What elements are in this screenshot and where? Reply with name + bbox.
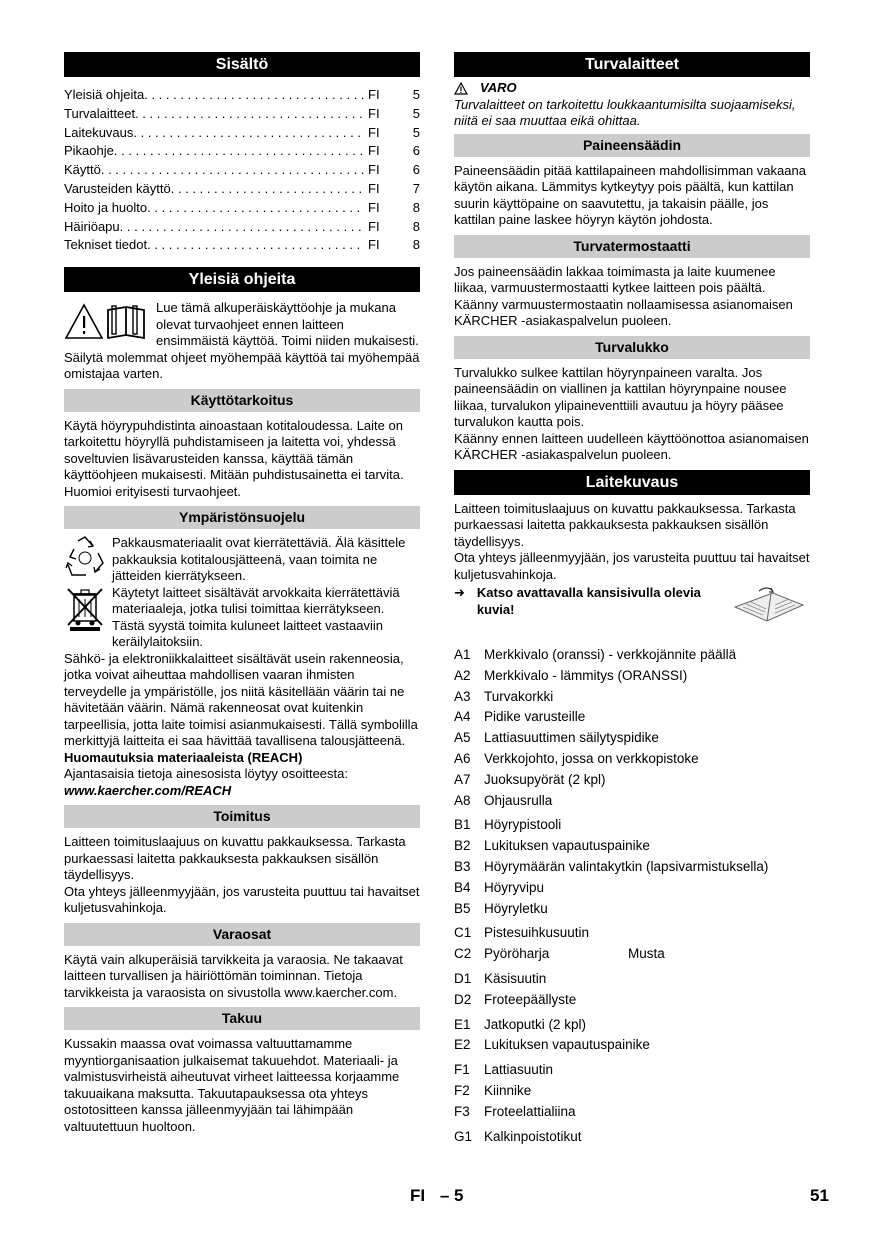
general-heading: Yleisiä ohjeita (64, 267, 420, 292)
see-cover-text: Katso avattavalla kansisivulla olevia kuvia! (476, 585, 701, 617)
lock-text-2: Käänny ennen laitteen uudelleen käyttöönottoa asianomaisen KÄRCHER -asiakaspalvelun puoleen. (454, 430, 809, 462)
part-code: B4 (454, 879, 471, 895)
intended-use-text: Käytä höyrypuhdistinta ainoastaan kotitaloudessa. Laite on tarkoitettu höyryllä puhdistamiseen ja laitetta voi, yhdessä soveltuvien lisävarusteiden kanssa, käyttää tämän käyttöohjeen mukaisesti. Mitään puhdistusainetta ei tarvita. Huomioi erityisesti turvaohjeet. (64, 417, 404, 499)
part-code: A1 (454, 647, 471, 662)
parts-item (454, 728, 810, 749)
part-label: Pistesuihkusuutin (484, 925, 590, 941)
toc-entry-lang: FI (368, 180, 380, 196)
part-label: Höyrypistooli (484, 817, 562, 833)
toc-entry-lang: FI (368, 162, 380, 178)
warning-manual-icons (64, 302, 152, 342)
part-code: F3 (454, 1103, 470, 1119)
part-code: A2 (454, 667, 471, 683)
intended-use-heading: Käyttötarkoitus (64, 389, 420, 412)
parts-item (454, 836, 810, 857)
parts-group (454, 923, 810, 965)
thermostat-heading: Turvatermostaatti (454, 235, 810, 258)
safety-heading: Turvalaitteet (454, 52, 810, 77)
delivery-text-2: Ota yhteys jälleenmyyjään, jos varusteita puuttuu tai havaitset kuljetusvahinkoja. (64, 883, 420, 916)
electronics-text: Sähkö- ja elektroniikkalaitteet sisältävät usein rakenneosia, jotka voivat aiheuttaa mahdollisen vaaran ihmisten terveydelle ja ympäristölle, jos niitä käsitellään väärin tai ne hävitetään väärin. Nämä rakenneosat ovat kuitenkin tarpeellisia, jotta laite toimisi asianmukaisesti. Tällä symbolilla merkittyjä laitteita ei saa hävittää tavallisena talousjätteenä. (64, 650, 418, 749)
toc-entry[interactable] (64, 124, 420, 143)
toc-entry-lang: FI (368, 199, 380, 215)
general-intro-text: Lue tämä alkuperäiskäyttöohje ja mukana olevat turvaohjeet ennen laitteen ensimmäistä käyttöä. Toimi niiden mukaisesti. Säilytä molemmat ohjeet myöhempää käyttöä tai myöhempää omistajaa varten. (64, 300, 420, 382)
parts-item (454, 707, 810, 728)
footer-lang-page (410, 1188, 463, 1205)
toc-leader-dots (120, 218, 364, 237)
thermostat-text-2: Käänny varmuustermostaatin nollaamisessa asianomaisen KÄRCHER -asiakaspalvelun puoleen. (454, 296, 793, 328)
page-number: 51 (810, 1186, 829, 1205)
parts-item (454, 878, 810, 899)
toc-entry[interactable] (64, 236, 420, 255)
safety-warning: Turvalaitteet on tarkoitettu loukkaantumisilta suojaamiseksi, niitä ei saa muuttaa eikä ohittaa. (454, 96, 796, 128)
delivery-heading: Toimitus (64, 805, 420, 828)
part-label: Ohjausrulla (484, 792, 553, 808)
thermostat-text-1: Jos paineensäädin lakkaa toimimasta ja laite kuumenee liikaa, varmuustermostaatti kytkee laitteen pois päältä. (454, 263, 776, 295)
part-code: A6 (454, 750, 471, 766)
right-column (454, 52, 810, 1151)
toc-entry-page: 8 (412, 199, 420, 215)
lock-text-1: Turvalukko sulkee kattilan höyrynpaineen varalta. Jos paineensäädin on viallinen ja kattilan höyrynpaine nousee liikaa, turvalukon ylipaineventtiili avautuu ja höyry pääsee turvalukon kautta pois. (454, 364, 787, 429)
toc-entry-title: Käyttö (64, 162, 101, 178)
parts-item (454, 1102, 810, 1123)
parts-item (454, 944, 810, 965)
parts-item (454, 791, 810, 812)
part-label: Höyryvipu (484, 879, 545, 895)
toc-entry[interactable] (64, 105, 420, 124)
toc-leader-dots (147, 199, 364, 218)
toc-entry-page: 8 (412, 218, 420, 234)
parts-item (454, 1035, 810, 1056)
part-label: Kiinnike (484, 1082, 532, 1098)
general-intro (64, 300, 420, 383)
parts-item (454, 990, 810, 1011)
environment-heading: Ympäristönsuojelu (64, 506, 420, 529)
part-label: Höyryletku (484, 900, 548, 916)
part-code: C1 (454, 925, 472, 941)
toc-entry-lang: FI (368, 237, 380, 253)
lock-heading: Turvalukko (454, 336, 810, 359)
part-note: Musta (628, 946, 665, 962)
toc-entry-page: 7 (412, 180, 420, 196)
toc-entry-lang: FI (368, 105, 380, 121)
toc-entry-title: Häiriöapu (64, 218, 120, 234)
part-code: B2 (454, 838, 471, 854)
part-label: Froteepäällyste (484, 991, 577, 1007)
open-booklet-icon (729, 585, 809, 629)
part-code: A5 (454, 730, 471, 746)
recycle-block (64, 535, 420, 585)
parts-group (454, 969, 810, 1011)
device-heading: Laitekuvaus (454, 470, 810, 495)
parts-item (454, 666, 810, 687)
toc-entry[interactable] (64, 180, 420, 199)
toc-entry-title: Hoito ja huolto (64, 199, 148, 215)
part-label: Pyöröharja (484, 946, 550, 962)
part-code: G1 (454, 1128, 473, 1144)
parts-group (454, 815, 810, 919)
parts-item (454, 645, 810, 666)
varo-label: VARO (480, 80, 517, 95)
parts-item (454, 1127, 810, 1148)
device-text-1: Laitteen toimituslaajuus on kuvattu pakkauksessa. Tarkasta purkaessasi laitetta pakkauksesta pakkauksen sisällön täydellisyys. (454, 500, 796, 549)
part-label: Merkkivalo - lämmitys (ORANSSI) (484, 667, 688, 683)
part-label: Jatkoputki (2 kpl) (484, 1016, 587, 1032)
parts-item (454, 815, 810, 836)
part-label: Verkkojohto, jossa on verkkopistoke (484, 750, 699, 766)
toc-entry-page: 6 (412, 162, 420, 178)
part-code: A8 (454, 792, 471, 808)
pressure-heading: Paineensäädin (454, 134, 810, 157)
table-of-contents (64, 86, 420, 255)
toc-entry-title: Varusteiden käyttö (64, 180, 171, 196)
toc-entry-title: Yleisiä ohjeita (64, 87, 145, 102)
parts-item (454, 969, 810, 990)
parts-group (454, 1015, 810, 1057)
toc-leader-dots (114, 142, 364, 161)
toc-entry-page: 5 (412, 124, 420, 140)
arrow-right-icon: ➜ (454, 585, 465, 600)
crossed-bin-icon (64, 585, 106, 636)
toc-leader-dots (133, 124, 364, 143)
part-code: A3 (454, 688, 471, 704)
varo-title (454, 80, 810, 97)
warning-triangle-icon (64, 302, 152, 342)
warning-triangle-icon (454, 82, 468, 95)
parts-item (454, 1081, 810, 1102)
toc-leader-dots (144, 86, 364, 105)
toc-entry-lang: FI (368, 218, 380, 234)
parts-item (454, 857, 810, 878)
toc-entry[interactable] (64, 142, 420, 161)
part-code: E2 (454, 1037, 471, 1053)
toc-leader-dots (147, 236, 364, 255)
toc-entry-title: Laitekuvaus (64, 124, 134, 140)
reach-title: Huomautuksia materiaaleista (REACH) (64, 749, 303, 765)
toc-entry-page: 6 (412, 143, 420, 159)
toc-entry-page: 5 (412, 87, 420, 102)
toc-entry[interactable] (64, 199, 420, 218)
part-label: Höyrymäärän valintakytkin (lapsivarmistuksella) (484, 858, 769, 874)
part-label: Lukituksen vapautuspainike (484, 838, 650, 854)
part-code: A7 (454, 771, 471, 787)
toc-entry[interactable] (64, 86, 420, 105)
recycle-icon (64, 535, 106, 584)
warranty-text: Kussakin maassa ovat voimassa valtuuttamamme myyntiorganisaation julkaisemat takuuehdot. Materiaali- ja valmistusvirheistä aiheutuvat virheet laitteessa korjaamme takuuaikana maksutta. Takuutapauksessa ota yhteys ostotositteen kanssa jälleenmyyjään tai lähimpään valtuutettuun huoltoon. (64, 1036, 400, 1134)
footer-lang: FI (410, 1186, 426, 1205)
parts-item (454, 899, 810, 920)
toc-entry-title: Pikaohje (64, 143, 114, 159)
part-code: B5 (454, 900, 471, 916)
toc-entry-lang: FI (368, 143, 380, 159)
delivery-text-1: Laitteen toimituslaajuus on kuvattu pakkauksessa. Tarkasta purkaessasi laitetta pakkauksesta pakkauksen sisällön täydellisyys. (64, 834, 406, 883)
parts-item (454, 770, 810, 791)
part-code: D1 (454, 970, 472, 986)
parts-group (454, 1127, 810, 1148)
toc-entry[interactable] (64, 218, 420, 237)
part-code: C2 (454, 946, 472, 962)
manual-book-icon (108, 306, 144, 338)
toc-entry-page: 8 (412, 237, 420, 253)
part-code: D2 (454, 991, 472, 1007)
part-code: F2 (454, 1082, 470, 1098)
left-column (64, 52, 420, 1135)
part-label: Turvakorkki (484, 688, 554, 704)
toc-entry-title: Tekniset tiedot (64, 237, 148, 253)
part-code: A4 (454, 709, 471, 725)
part-label: Lattiasuutin (484, 1062, 554, 1078)
toc-entry-lang: FI (368, 87, 380, 102)
pressure-text: Paineensäädin pitää kattilapaineen mahdollisimman vakaana käytön aikana. Lämmitys kytkeytyy pois päältä, kun kattilan suurin käyttöpaine on saavutettu, ja takaisin päälle, jos kattilan paine laskee höyryn käytön johdosta. (454, 162, 806, 227)
part-label: Pidike varusteille (484, 709, 586, 725)
spare-parts-heading: Varaosat (64, 923, 420, 946)
see-cover-note (454, 585, 810, 629)
part-code: B3 (454, 858, 471, 874)
weee-text: Käytetyt laitteet sisältävät arvokkaita kierrätettäviä materiaaleja, jotka tulisi toimittaa kierrätykseen. Tästä syystä toimita kuluneet laitteet vastaaviin keräilylaitoksiin. (112, 584, 400, 650)
toc-entry-page: 5 (412, 105, 420, 121)
part-label: Merkkivalo (oranssi) - verkkojännite päällä (484, 647, 737, 662)
device-text-2: Ota yhteys jälleenmyyjään, jos varusteita puuttuu tai havaitset kuljetusvahinkoja. (454, 550, 810, 582)
toc-entry[interactable] (64, 161, 420, 180)
parts-item (454, 749, 810, 770)
part-code: B1 (454, 817, 471, 833)
toc-leader-dots (101, 161, 364, 180)
warranty-heading: Takuu (64, 1007, 420, 1030)
part-label: Lattiasuuttimen säilytyspidike (484, 730, 659, 746)
part-code: F1 (454, 1062, 470, 1078)
toc-heading: Sisältö (64, 52, 420, 77)
part-label: Froteelattialiina (484, 1103, 576, 1119)
part-label: Käsisuutin (484, 970, 547, 986)
toc-leader-dots (171, 180, 364, 199)
footer-section-page: – 5 (439, 1186, 464, 1205)
part-label: Lukituksen vapautuspainike (484, 1037, 650, 1053)
parts-item (454, 687, 810, 708)
part-label: Kalkinpoistotikut (484, 1128, 582, 1144)
parts-item (454, 1060, 810, 1081)
parts-group (454, 1060, 810, 1122)
toc-entry-title: Turvalaitteet (64, 105, 136, 121)
reach-text: Ajantasaisia tietoja ainesosista löytyy osoitteesta: (64, 766, 348, 782)
spare-parts-text: Käytä vain alkuperäisiä tarvikkeita ja varaosia. Ne takaavat laitteen turvallisen ja häiriöttömän toiminnan. Tietoja tarvikkeista ja varaosista on sivustolla www.kaercher.com. (64, 951, 403, 1000)
reach-link[interactable]: www.kaercher.com/REACH (64, 782, 232, 798)
recycle-text: Pakkausmateriaalit ovat kierrätettäviä. Älä käsittele pakkauksia kotitalousjätteenä, vaan toimita ne jätteiden kierrätykseen. (112, 535, 406, 584)
toc-entry-lang: FI (368, 124, 380, 140)
parts-list (454, 645, 810, 1147)
parts-item (454, 1015, 810, 1036)
part-code: E1 (454, 1016, 471, 1032)
weee-block (64, 585, 420, 651)
parts-item (454, 923, 810, 944)
part-label: Juoksupyörät (2 kpl) (484, 771, 606, 787)
parts-group (454, 645, 810, 811)
toc-leader-dots (135, 105, 364, 124)
